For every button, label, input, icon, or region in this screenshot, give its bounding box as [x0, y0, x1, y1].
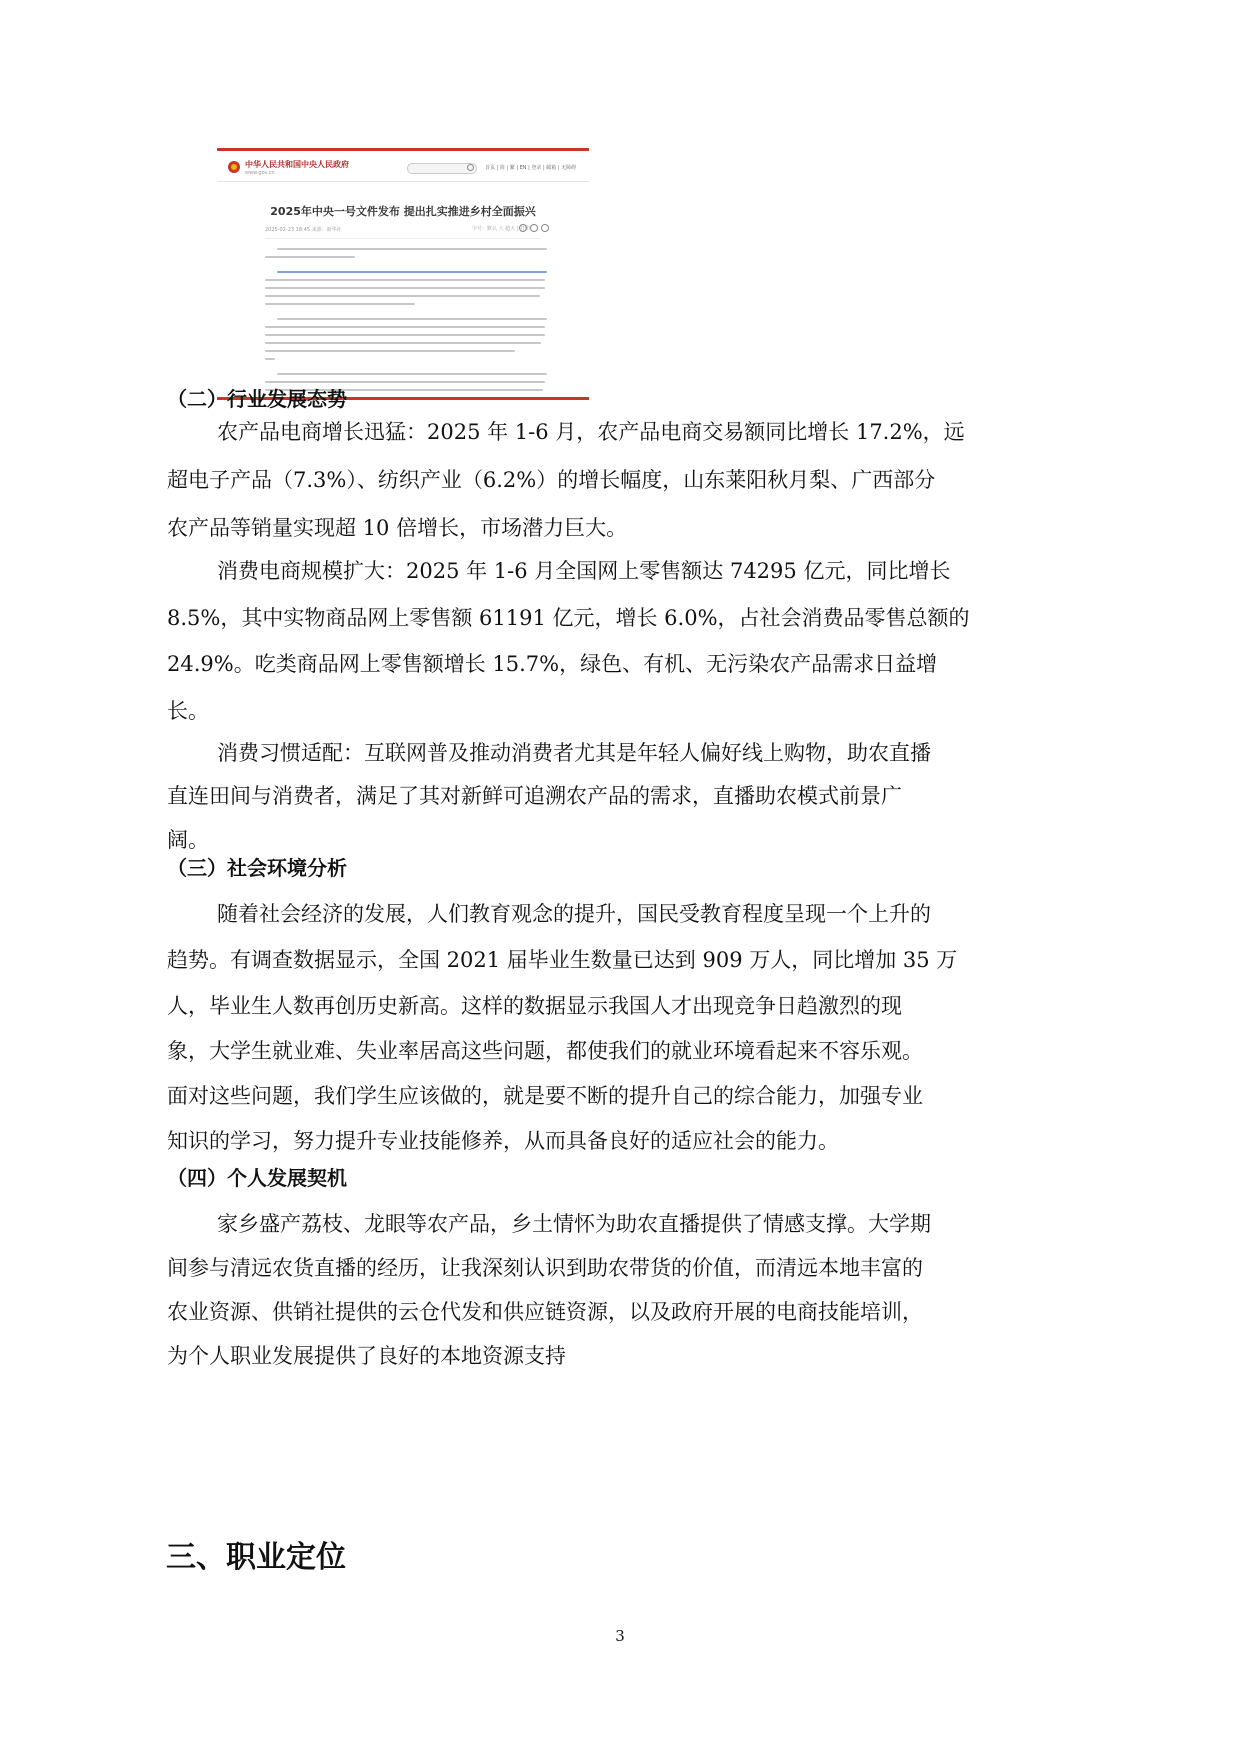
screenshot-text-line — [277, 248, 547, 250]
screenshot-article-meta: 2025-02-23 18:45 来源：新华社 — [265, 227, 342, 233]
chapter-title: 三、职业定位 — [166, 1540, 346, 1575]
screenshot-text-line — [265, 342, 541, 344]
paragraph-line: 随着社会经济的发展，人们教育观念的提升，国民受教育程度呈现一个上升的 — [217, 902, 931, 926]
paragraph-line: 家乡盛产荔枝、龙眼等农产品，乡土情怀为助农直播提供了情感支撑。大学期 — [217, 1212, 931, 1236]
paragraph-line: 农产品等销量实现超 10 倍增长，市场潜力巨大。 — [167, 516, 628, 540]
paragraph-line: 趋势。有调查数据显示，全国 2021 届毕业生数量已达到 909 万人，同比增加 35 万 — [167, 948, 958, 972]
section-heading: （四）个人发展契机 — [167, 1166, 347, 1190]
screenshot-nav-links: 首页 | 简 | 繁 | EN | 登录 | 邮箱 | 无障碍 — [485, 165, 577, 171]
paragraph-line: 农产品电商增长迅猛：2025 年 1-6 月，农产品电商交易额同比增长 17.2%，远 — [217, 420, 965, 444]
paragraph-line: 象，大学生就业难、失业率居高这些问题，都使我们的就业环境看起来不容乐观。 — [167, 1039, 923, 1063]
paragraph-line: 直连田间与消费者，满足了其对新鲜可追溯农产品的需求，直播助农模式前景广 — [167, 784, 902, 808]
qzone-share-icon — [541, 224, 549, 232]
screenshot-site-name: 中华人民共和国中央人民政府 — [245, 160, 349, 169]
wechat-share-icon — [519, 224, 527, 232]
paragraph-line: 消费电商规模扩大：2025 年 1-6 月全国网上零售额达 74295 亿元，同比增长 — [217, 559, 951, 583]
section-heading: （三）社会环境分析 — [167, 856, 347, 880]
screenshot-text-line — [277, 373, 547, 375]
screenshot-text-line — [265, 256, 355, 258]
screenshot-text-line — [265, 334, 545, 336]
paragraph-line: 为个人职业发展提供了良好的本地资源支持 — [167, 1344, 566, 1368]
national-emblem-icon — [228, 161, 240, 173]
screenshot-text-line — [277, 318, 547, 320]
paragraph-line: 长。 — [167, 699, 209, 723]
screenshot-text-line — [265, 326, 545, 328]
search-icon — [467, 164, 474, 171]
paragraph-line: 间参与清远农货直播的经历，让我深刻认识到助农带货的价值，而清远本地丰富的 — [167, 1256, 923, 1280]
screenshot-share-label: 字号：默认 大 超大 | 打印 — [472, 226, 531, 232]
paragraph-line: 24.9%。吃类商品网上零售额增长 15.7%，绿色、有机、无污染农产品需求日益增 — [167, 652, 938, 676]
screenshot-text-line — [265, 350, 515, 352]
screenshot-text-line — [265, 279, 545, 281]
page-number: 3 — [615, 1627, 625, 1645]
screenshot-text-line — [265, 295, 540, 297]
screenshot-text-line — [265, 287, 545, 289]
screenshot-text-line — [265, 303, 415, 305]
screenshot-meta-divider — [265, 238, 541, 239]
paragraph-line: 人，毕业生人数再创历史新高。这样的数据显示我国人才出现竞争日趋激烈的现 — [167, 994, 902, 1018]
screenshot-header — [217, 151, 589, 181]
paragraph-line: 阔。 — [167, 828, 209, 852]
weibo-share-icon — [530, 224, 538, 232]
paragraph-line: 面对这些问题，我们学生应该做的，就是要不断的提升自己的综合能力，加强专业 — [167, 1084, 923, 1108]
paragraph-line: 消费习惯适配：互联网普及推动消费者尤其是年轻人偏好线上购物，助农直播 — [217, 741, 931, 765]
paragraph-line: 超电子产品（7.3%）、纺织产业（6.2%）的增长幅度，山东莱阳秋月梨、广西部分 — [167, 468, 936, 492]
screenshot-divider — [217, 181, 589, 182]
screenshot-article-title: 2025年中央一号文件发布 提出扎实推进乡村全面振兴 — [270, 205, 536, 218]
section-heading: （二）行业发展态势 — [167, 387, 347, 411]
screenshot-site-domain: www.gov.cn — [245, 170, 275, 176]
embedded-news-screenshot — [217, 148, 589, 400]
screenshot-text-line — [265, 358, 275, 360]
paragraph-line: 8.5%，其中实物商品网上零售额 61191 亿元，增长 6.0%，占社会消费品零售总额的 — [167, 606, 970, 630]
screenshot-text-line — [277, 271, 547, 273]
paragraph-line: 知识的学习，努力提升专业技能修养，从而具备良好的适应社会的能力。 — [167, 1129, 839, 1153]
paragraph-line: 农业资源、供销社提供的云仓代发和供应链资源，以及政府开展的电商技能培训， — [167, 1300, 923, 1324]
